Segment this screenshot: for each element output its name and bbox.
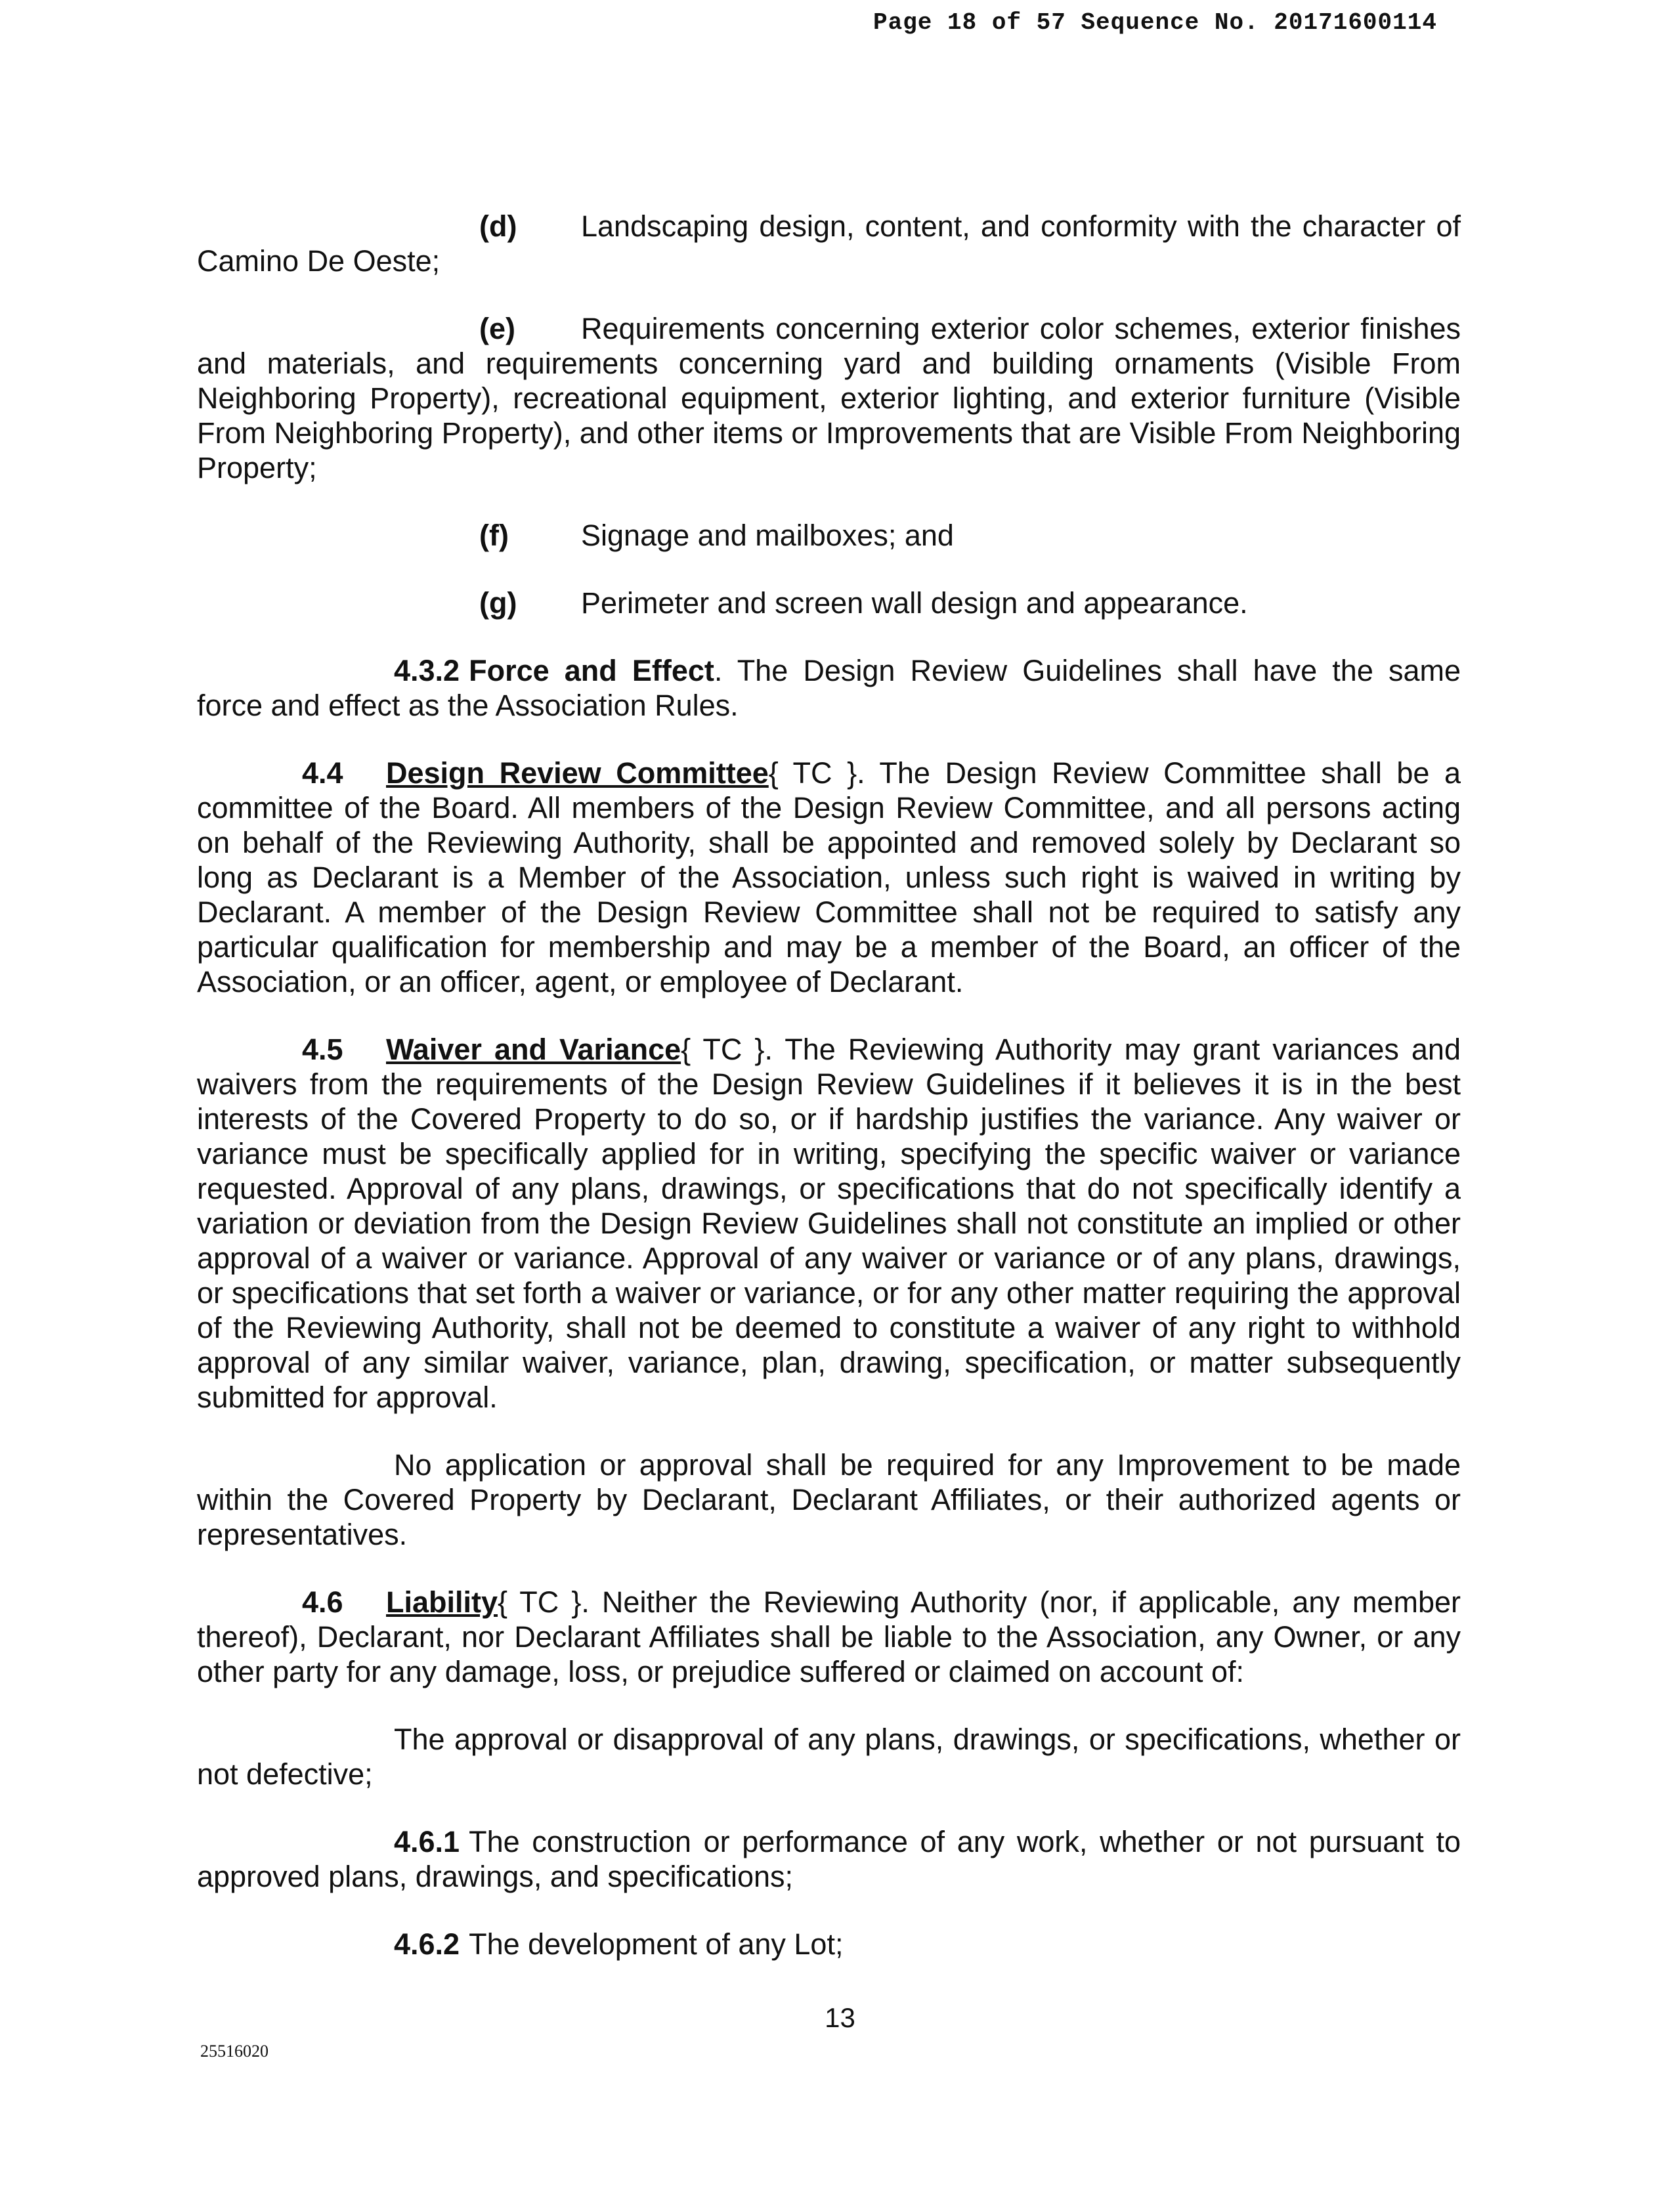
item-f <box>197 518 1461 553</box>
page-number: 13 <box>825 2002 855 2033</box>
section-4-6 <box>197 1585 1461 1689</box>
section-4-6-1 <box>197 1824 1461 1894</box>
section-text: . The Reviewing Authority may grant variances and waivers from the requirements of the Design Review Guidelines if it believes it is in the best interests of the Covered Property to do so, or if hardship justifies the variance. Any waiver or variance must be specifically applied for in writing, specifying the specific waiver or variance requested. Approval of any plans, drawings, or specifications that do not specifically identify a variation or deviation from the Design Review Guidelines shall not constitute an implied or other approval of a waiver or variance. Approval of any waiver or variance or of any plans, drawings, or specifications that set forth a waiver or variance, or for any other matter requiring the approval of the Reviewing Authority, shall not be deemed to constitute a waiver of any right to withhold approval of any similar waiver, variance, plan, drawing, specification, or matter subsequently submitted for approval. <box>197 1033 1461 1414</box>
item-e <box>197 311 1461 485</box>
section-title: Force and Effect <box>469 654 714 687</box>
item-label: (f) <box>479 519 509 552</box>
section-4-6-2 <box>197 1927 1461 1961</box>
item-label: (e) <box>479 312 515 345</box>
section-title: Design Review Committee <box>386 756 769 790</box>
section-text: . Neither the Reviewing Authority (nor, if applicable, any member thereof), Declarant, nor Declarant Affiliates shall be liable to the Association, any Owner, or any other party for any damage, loss, or prejudice suffered or claimed on account of: <box>197 1585 1461 1688</box>
item-text: Landscaping design, content, and conformity with the character of Camino De Oeste; <box>197 209 1461 278</box>
section-number: 4.4 <box>302 756 343 790</box>
item-label: (d) <box>479 209 517 243</box>
section-title: Liability <box>386 1585 498 1619</box>
toc-field-code: { TC } <box>681 1033 765 1066</box>
section-text: The development of any Lot; <box>469 1927 844 1961</box>
item-label: (g) <box>479 586 517 620</box>
toc-field-code: { TC } <box>498 1585 582 1619</box>
section-4-5 <box>197 1032 1461 1415</box>
section-text: . The Design Review Committee shall be a committee of the Board. All members of the Design Review Committee, and all persons acting on behalf of the Reviewing Authority, shall be appointed and removed solely by Declarant so long as Declarant is a Member of the Association, unless such right is waived in writing by Declarant. A member of the Design Review Committee shall not be required to satisfy any particular qualification for membership and may be a member of the Board, an officer of the Association, or an officer, agent, or employee of Declarant. <box>197 756 1461 998</box>
section-text: The construction or performance of any work, whether or not pursuant to approved plans, drawings, and specifications; <box>197 1825 1461 1893</box>
section-number: 4.6.1 <box>394 1825 460 1858</box>
item-d <box>197 209 1461 278</box>
section-number: 4.6.2 <box>394 1927 460 1961</box>
item-g <box>197 586 1461 620</box>
section-number: 4.3.2 <box>394 654 460 687</box>
section-number: 4.5 <box>302 1033 343 1066</box>
section-title: Waiver and Variance <box>386 1033 681 1066</box>
page-sequence-stamp: Page 18 of 57 Sequence No. 20171600114 <box>873 9 1437 36</box>
section-number: 4.6 <box>302 1585 343 1619</box>
item-text: Signage and mailboxes; and <box>581 519 954 552</box>
paragraph-approval: The approval or disapproval of any plans, drawings, or specifications, whether or not defective; <box>197 1723 1461 1791</box>
section-text: . The Design Review Guidelines shall have the same force and effect as the Association Rules. <box>197 654 1461 722</box>
paragraph-no-application: No application or approval shall be required for any Improvement to be made within the Covered Property by Declarant, Declarant Affiliates, or their authorized agents or representatives. <box>197 1448 1461 1551</box>
item-text: Requirements concerning exterior color schemes, exterior finishes and materials, and requirements concerning yard and building ornaments (Visible From Neighboring Property), recreational equipment, exterior lighting, and exterior furniture (Visible From Neighboring Property), and other items or Improvements that are Visible From Neighboring Property; <box>197 312 1461 484</box>
document-body <box>197 209 1461 1994</box>
document-id: 25516020 <box>200 2042 269 2061</box>
section-4-4 <box>197 756 1461 999</box>
toc-field-code: { TC } <box>768 756 857 790</box>
section-4-3-2 <box>197 653 1461 723</box>
item-text: Perimeter and screen wall design and appearance. <box>581 586 1248 620</box>
